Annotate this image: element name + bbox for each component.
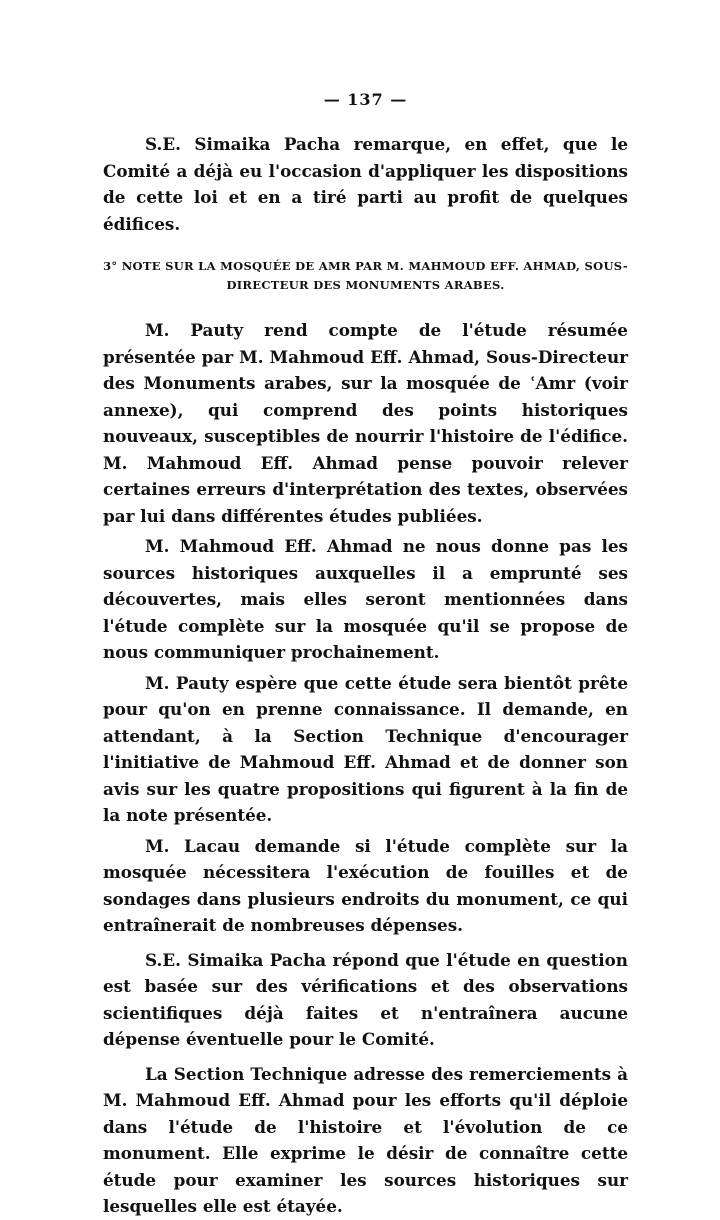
paragraph-mahmoud-sources: M. Mahmoud Eff. Ahmad ne nous donne pas les sources historiques auxquelles il a emprunté ses découvertes, mais elles seront mentionnées dans l'étude complète sur la mosquée qu'il se propose de nous communiquer prochainement.: [103, 536, 628, 662]
paragraph-section-thanks: La Section Technique adresse des remerciements à M. Mahmoud Eff. Ahmad pour les efforts qu'il déploie dans l'étude de l'histoire et l'évolution de ce monument. Elle exprime le désir de connaître cette étude pour examiner les sources historiques sur lesquelles elle est étayée.: [103, 1063, 628, 1216]
paragraph-pauty-hope: M. Pauty espère que cette étude sera bientôt prête pour qu'on en prenne connaissance. Il demande, en attendant, à la Section Technique d'encourager l'initiative de Mahmoud Eff. Ahmad et de donner son avis sur les quatre propositions qui figurent à la fin de la note présentée.: [103, 672, 628, 825]
paragraph-lacau-question: M. Lacau demande si l'étude complète sur la mosquée nécessitera l'exécution de fouilles et de sondages dans plusieurs endroits du monument, ce qui entraînerait de nombreuses dépenses.: [103, 835, 628, 935]
page-number: — 137 —: [323, 90, 408, 109]
paragraph-simaika-remark: S.E. Simaika Pacha remarque, en effet, que le Comité a déjà eu l'occasion d'appliquer les dispositions de cette loi et en a tiré parti au profit de quelques édifices.: [103, 134, 628, 234]
paragraph-simaika-reply: S.E. Simaika Pacha répond que l'étude en question est basée sur des vérifications et des observations scientifiques déjà faites et n'entraînera aucune dépense éventuelle pour le Comité.: [103, 949, 628, 1049]
document-page: [103, 90, 628, 1220]
section-heading: 3° NOTE SUR LA MOSQUÉE DE AMR PAR M. MAHMOUD EFF. AHMAD, SOUS-DIRECTEUR DES MONUMENTS ARABES.: [103, 259, 628, 292]
paragraph-pauty-report: M. Pauty rend compte de l'étude résumée présentée par M. Mahmoud Eff. Ahmad, Sous-Directeur des Monuments arabes, sur la mosquée de ʿAmr (voir annexe), qui comprend des points historiques nouveaux, susceptibles de nourrir l'histoire de l'édifice. M. Mahmoud Eff. Ahmad pense pouvoir relever certaines erreurs d'interprétation des textes, observées par lui dans différentes études publiées.: [103, 320, 628, 526]
